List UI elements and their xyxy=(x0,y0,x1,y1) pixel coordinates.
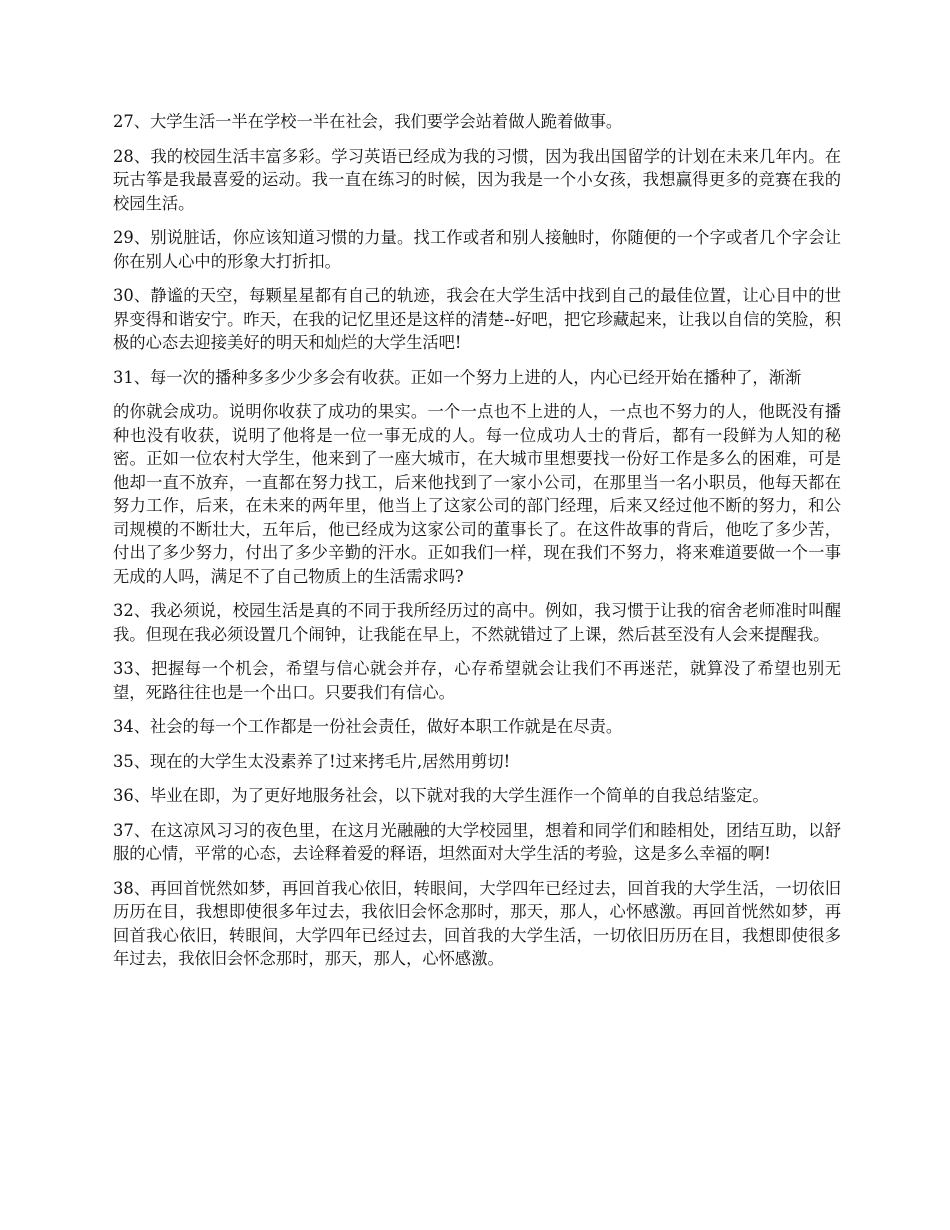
paragraph-33: 33、把握每一个机会，希望与信心就会并存，心存希望就会让我们不再迷茫，就算没了希望也别无望，死路往往也是一个出口。只要我们有信心。 xyxy=(113,659,841,702)
paragraph-37: 37、在这凉风习习的夜色里，在这月光融融的大学校园里，想着和同学们和睦相处，团结互助，以舒服的心情，平常的心态，去诠释着爱的释语，坦然面对大学生活的考验，这是多么幸福的啊! xyxy=(113,820,841,863)
paragraph-30: 30、静谧的天空，每颗星星都有自己的轨迹，我会在大学生活中找到自己的最佳位置，让心目中的世界变得和谐安宁。昨天，在我的记忆里还是这样的清楚--好吧，把它珍藏起来，让我以自信的笑脸，积极的心态去迎接美好的明天和灿烂的大学生活吧! xyxy=(113,286,841,352)
document-body xyxy=(113,110,841,982)
paragraph-38: 38、再回首恍然如梦，再回首我心依旧，转眼间，大学四年已经过去，回首我的大学生活，一切依旧历历在目，我想即使很多年过去，我依旧会怀念那时，那天，那人，心怀感激。再回首恍然如梦，再回首我心依旧，转眼间，大学四年已经过去，回首我的大学生活，一切依旧历历在目，我想即使很多年过去，我依旧会怀念那时，那天，那人，心怀感激。 xyxy=(113,878,841,968)
paragraph-28: 28、我的校园生活丰富多彩。学习英语已经成为我的习惯，因为我出国留学的计划在未来几年内。在玩古筝是我最喜爱的运动。我一直在练习的时候，因为我是一个小女孩，我想赢得更多的竞赛在我的校园生活。 xyxy=(113,146,841,213)
paragraph-36: 36、毕业在即，为了更好地服务社会，以下就对我的大学生涯作一个简单的自我总结鉴定。 xyxy=(113,786,769,805)
paragraph-31-continued: 的你就会成功。说明你收获了成功的果实。一个一点也不上进的人，一点也不努力的人，他既没有播种也没有收获，说明了他将是一位一事无成的人。每一位成功人士的背后，都有一段鲜为人知的秘密。正如一位农村大学生，他来到了一座大城市，在大城市里想要找一份好工作是多么的困难，可是他却一直不放弃，一直都在努力找工，后来他找到了一家小公司，在那里当一名小职员，他每天都在努力工作，后来，在未来的两年里，他当上了这家公司的部门经理，后来又经过他不断的努力，和公司规模的不断壮大，五年后，他已经成为这家公司的董事长了。在这件故事的背后，他吃了多少苦，付出了多少努力，付出了多少辛勤的汗水。正如我们一样，现在我们不努力，将来难道要做一个一事无成的人吗，满足不了自己物质上的生活需求吗? xyxy=(113,402,841,586)
paragraph-35: 35、现在的大学生太没素养了!过来拷毛片,居然用剪切! xyxy=(113,751,511,771)
paragraph-29: 29、别说脏话，你应该知道习惯的力量。找工作或者和别人接触时，你随便的一个字或者几个字会让你在别人心中的形象大打折扣。 xyxy=(113,228,841,271)
paragraph-31: 31、每一次的播种多多少少多会有收获。正如一个努力上进的人，内心已经开始在播种了，渐渐 xyxy=(113,367,802,387)
paragraph-27: 27、大学生活一半在学校一半在社会，我们要学会站着做人跪着做事。 xyxy=(113,112,623,131)
paragraph-32: 32、我必须说，校园生活是真的不同于我所经历过的高中。例如，我习惯于让我的宿舍老师准时叫醒我。但现在我必须设置几个闹钟，让我能在早上，不然就错过了上课，然后甚至没有人会来提醒我。 xyxy=(113,601,841,644)
paragraph-34: 34、社会的每一个工作都是一份社会责任，做好本职工作就是在尽责。 xyxy=(113,717,623,736)
